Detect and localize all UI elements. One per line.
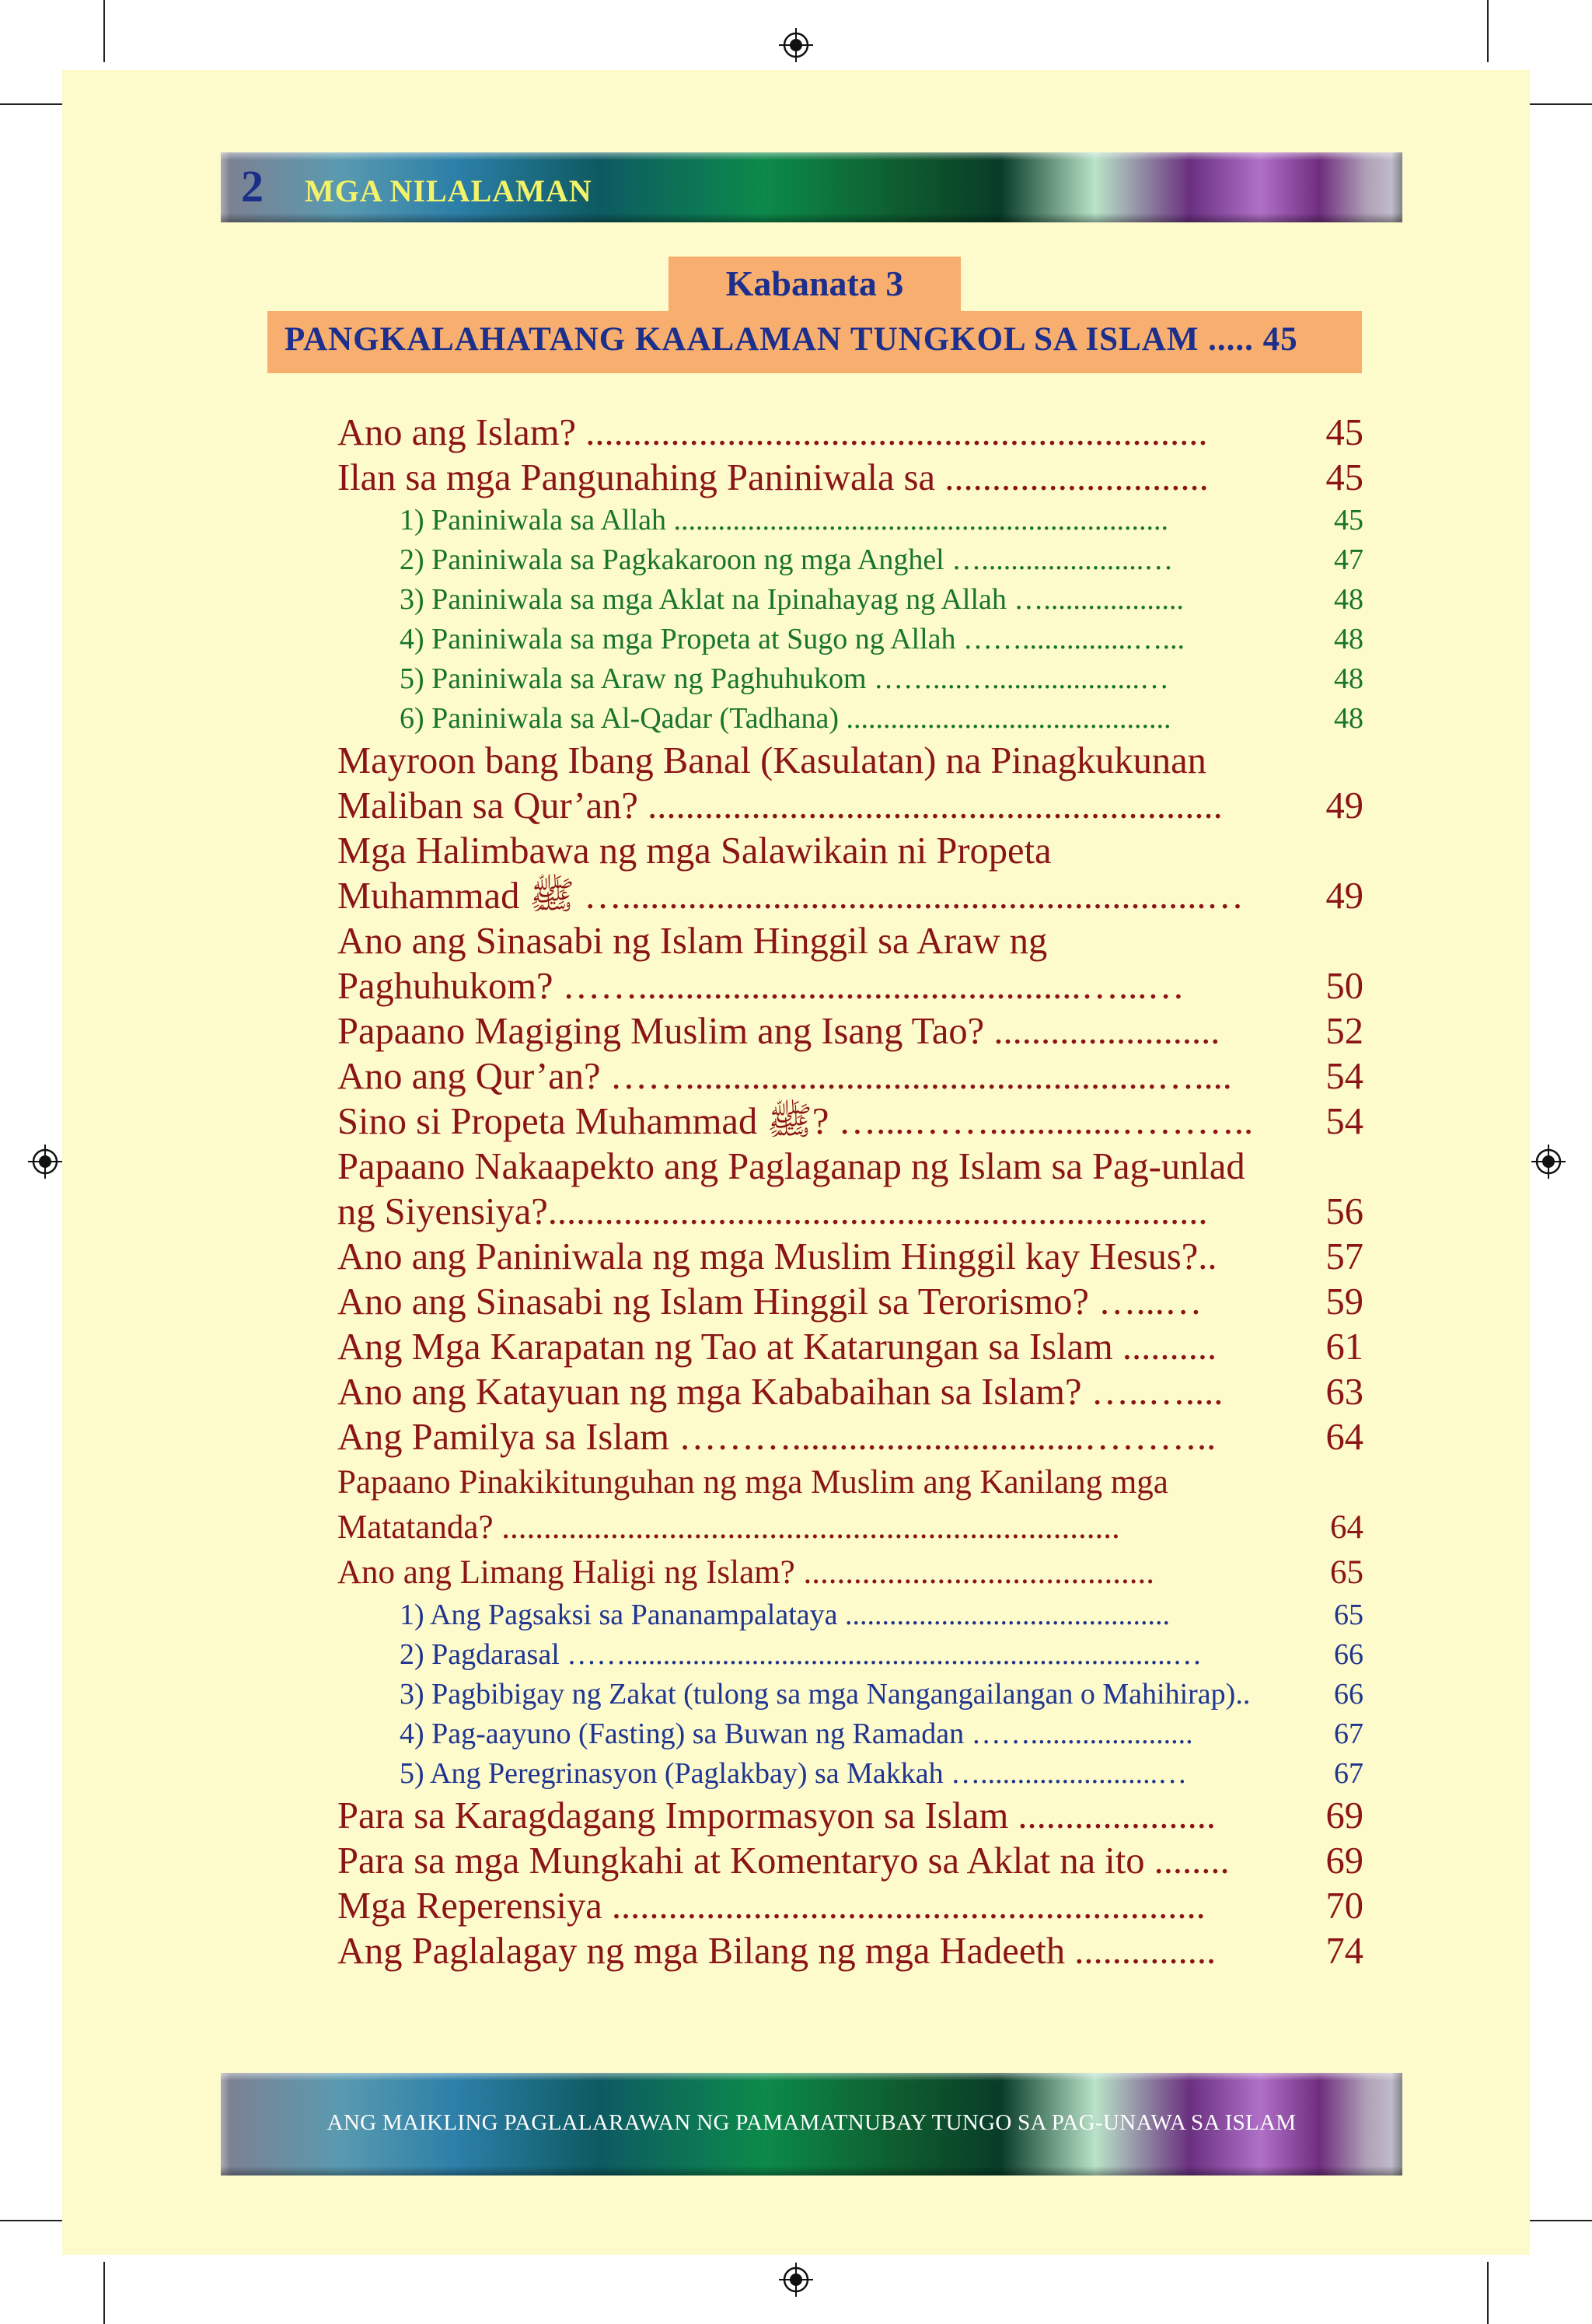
toc-entry bbox=[337, 1595, 1363, 1635]
toc-page-number: 65 bbox=[1330, 1554, 1363, 1591]
chapter-heading-bar bbox=[267, 311, 1362, 373]
toc-entry bbox=[337, 1415, 1363, 1460]
toc-entry bbox=[337, 1054, 1363, 1099]
chapter-label: Kabanata 3 bbox=[669, 257, 961, 311]
toc-page-number: 50 bbox=[1325, 966, 1363, 1007]
toc-page-number: 66 bbox=[1334, 1678, 1363, 1711]
toc-page-number: 54 bbox=[1325, 1101, 1363, 1142]
toc-entry bbox=[337, 411, 1363, 456]
toc-entry bbox=[337, 501, 1363, 540]
toc-entry-text: Mga Reperensiya ............................................................... bbox=[337, 1885, 1206, 1927]
toc-entry bbox=[337, 659, 1363, 699]
toc-entry-text: Ilan sa mga Pangunahing Paniniwala sa ............................ bbox=[337, 457, 1209, 498]
toc-entry-text: Ano ang Paniniwala ng mga Muslim Hinggil kay Hesus?.. bbox=[337, 1236, 1217, 1277]
toc-entry-text: Para sa mga Mungkahi at Komentaryo sa Aklat na ito ........ bbox=[337, 1840, 1230, 1882]
toc-page-number: 69 bbox=[1325, 1840, 1363, 1882]
toc-entry bbox=[337, 1460, 1363, 1505]
toc-entry bbox=[337, 1370, 1363, 1415]
toc-entry-text: Papaano Magiging Muslim ang Isang Tao? ........................ bbox=[337, 1011, 1220, 1052]
toc-entry bbox=[337, 540, 1363, 580]
registration-mark-icon bbox=[779, 28, 813, 62]
crop-mark bbox=[1487, 0, 1489, 62]
toc-entry bbox=[337, 1505, 1363, 1550]
toc-page-number: 45 bbox=[1325, 412, 1363, 453]
toc-entry bbox=[337, 1714, 1363, 1754]
crop-mark bbox=[0, 2220, 62, 2221]
registration-mark-icon bbox=[1531, 1145, 1566, 1179]
toc-entry-text: 3) Paniniwala sa mga Aklat na Ipinahayag ng Allah …................... bbox=[400, 583, 1184, 616]
toc-entry-text: Ang Mga Karapatan ng Tao at Katarungan sa Islam .......... bbox=[337, 1326, 1217, 1368]
footer-text: ANG MAIKLING PAGLALARAWAN NG PAMAMATNUBAY TUNGO SA PAG-UNAWA SA ISLAM bbox=[326, 2110, 1297, 2135]
crop-mark bbox=[1530, 103, 1592, 105]
toc-entry-text: Ano ang Sinasabi ng Islam Hinggil sa Terorismo? …...… bbox=[337, 1281, 1203, 1323]
toc-entry bbox=[337, 1754, 1363, 1794]
toc-entry bbox=[337, 620, 1363, 659]
toc-page-number: 69 bbox=[1325, 1795, 1363, 1836]
registration-mark-icon bbox=[28, 1145, 62, 1179]
toc-page-number: 64 bbox=[1330, 1509, 1363, 1546]
toc-entry-text: Muhammad ﷺ …..............................................................… bbox=[337, 875, 1244, 917]
toc-page-number: 74 bbox=[1325, 1931, 1363, 1972]
toc-entry bbox=[337, 1009, 1363, 1054]
toc-entry-text: 1) Paniniwala sa Allah ................................................................... bbox=[400, 504, 1168, 536]
toc-entry bbox=[337, 874, 1363, 919]
toc-entry-text: Papaano Pinakikitunguhan ng mga Muslim ang Kanilang mga bbox=[337, 1464, 1168, 1501]
toc-page-number: 48 bbox=[1334, 662, 1363, 695]
toc-page-number: 54 bbox=[1325, 1056, 1363, 1097]
crop-mark bbox=[0, 103, 62, 105]
toc-entry-text: Mayroon bang Ibang Banal (Kasulatan) na Pinagkukunan bbox=[337, 740, 1206, 781]
toc-entry-text: 4) Pag-aayuno (Fasting) sa Buwan ng Ramadan ……...................... bbox=[400, 1718, 1193, 1750]
toc-page-number: 66 bbox=[1334, 1638, 1363, 1671]
toc-entry-text: 2) Paniniwala sa Pagkakaroon ng mga Anghel …......................… bbox=[400, 543, 1174, 576]
toc-entry bbox=[337, 1839, 1363, 1884]
toc-entry bbox=[337, 1190, 1363, 1235]
toc-entry bbox=[337, 1929, 1363, 1974]
toc-entry-text: 5) Ang Peregrinasyon (Paglakbay) sa Makkah …........................… bbox=[400, 1757, 1188, 1790]
crop-mark bbox=[103, 2262, 105, 2324]
toc-entry bbox=[337, 1675, 1363, 1714]
band-shadow bbox=[1391, 152, 1402, 222]
toc-entry bbox=[337, 1099, 1363, 1145]
toc-page-number: 65 bbox=[1334, 1599, 1363, 1631]
toc-entry bbox=[337, 919, 1363, 964]
table-of-contents bbox=[337, 411, 1363, 1974]
toc-entry bbox=[337, 580, 1363, 620]
chapter-title: PANGKALAHATANG KAALAMAN TUNGKOL SA ISLAM ..... 45 bbox=[285, 321, 1298, 358]
toc-entry bbox=[337, 1884, 1363, 1929]
toc-entry-text: ng Siyensiya?...................................................................... bbox=[337, 1191, 1208, 1232]
crop-mark bbox=[1530, 2220, 1592, 2221]
toc-entry-text: Ano ang Islam? .................................................................. bbox=[337, 412, 1208, 453]
toc-entry-text: 4) Paniniwala sa mga Propeta at Sugo ng Allah ……...............…... bbox=[400, 623, 1185, 655]
band-highlight bbox=[221, 152, 230, 222]
toc-page-number: 57 bbox=[1325, 1236, 1363, 1277]
toc-page-number: 49 bbox=[1325, 875, 1363, 917]
band-shadow bbox=[221, 213, 1402, 222]
toc-entry-text: Mga Halimbawa ng mga Salawikain ni Propeta bbox=[337, 830, 1052, 872]
toc-entry bbox=[337, 829, 1363, 874]
toc-entry bbox=[337, 1794, 1363, 1839]
toc-entry-text: 3) Pagbibigay ng Zakat (tulong sa mga Nangangailangan o Mahihirap).. bbox=[400, 1678, 1251, 1711]
band-shadow bbox=[221, 2166, 1402, 2175]
toc-entry bbox=[337, 739, 1363, 784]
page-number: 2 bbox=[241, 161, 264, 211]
toc-entry-text: Para sa Karagdagang Impormasyon sa Islam ..................... bbox=[337, 1795, 1217, 1836]
crop-mark bbox=[1487, 2262, 1489, 2324]
toc-page-number: 52 bbox=[1325, 1011, 1363, 1052]
toc-entry-text: 2) Pagdarasal ……..........................................................................… bbox=[400, 1638, 1203, 1671]
toc-entry bbox=[337, 456, 1363, 501]
toc-entry-text: Matatanda? .......................................................................... bbox=[337, 1509, 1120, 1546]
toc-entry bbox=[337, 1325, 1363, 1370]
toc-entry-text: Ano ang Sinasabi ng Islam Hinggil sa Araw ng bbox=[337, 921, 1048, 962]
toc-entry bbox=[337, 784, 1363, 829]
toc-page-number: 63 bbox=[1325, 1372, 1363, 1413]
toc-entry-text: 5) Paniniwala sa Araw ng Paghuhukom ……....…....................… bbox=[400, 662, 1170, 695]
toc-entry bbox=[337, 964, 1363, 1009]
toc-entry bbox=[337, 1235, 1363, 1280]
toc-entry bbox=[337, 1145, 1363, 1190]
toc-entry bbox=[337, 1550, 1363, 1595]
toc-page-number: 67 bbox=[1334, 1757, 1363, 1790]
toc-entry-text: Sino si Propeta Muhammad ﷺ? …....……..............……….. bbox=[337, 1101, 1254, 1142]
toc-entry-text: Ang Paglalagay ng mga Bilang ng mga Hadeeth ............... bbox=[337, 1931, 1217, 1972]
toc-entry-text: Papaano Nakaapekto ang Paglaganap ng Islam sa Pag-unlad bbox=[337, 1146, 1245, 1187]
toc-page-number: 49 bbox=[1325, 785, 1363, 827]
toc-entry-text: Ano ang Katayuan ng mga Kababaihan sa Islam? …..….... bbox=[337, 1372, 1224, 1413]
toc-entry bbox=[337, 699, 1363, 739]
toc-page-number: 45 bbox=[1325, 457, 1363, 498]
toc-entry bbox=[337, 1280, 1363, 1325]
toc-page-number: 48 bbox=[1334, 623, 1363, 655]
toc-entry-text: Maliban sa Qur’an? ............................................................. bbox=[337, 785, 1223, 827]
toc-page-number: 56 bbox=[1325, 1191, 1363, 1232]
section-title: MGA NILALAMAN bbox=[305, 173, 592, 208]
toc-page-number: 59 bbox=[1325, 1281, 1363, 1323]
toc-entry-text: Ano ang Qur’an? ……..................................................….... bbox=[337, 1056, 1232, 1097]
toc-entry-text: Ang Pamilya sa Islam ………...............................……….. bbox=[337, 1417, 1217, 1458]
toc-entry bbox=[337, 1635, 1363, 1675]
crop-mark bbox=[103, 0, 105, 62]
toc-page-number: 70 bbox=[1325, 1885, 1363, 1927]
toc-entry-text: Paghuhukom? ……...............................................…...… bbox=[337, 966, 1185, 1007]
toc-entry-text: 6) Paniniwala sa Al-Qadar (Tadhana) ............................................ bbox=[400, 702, 1171, 735]
toc-page-number: 64 bbox=[1325, 1417, 1363, 1458]
toc-page-number: 67 bbox=[1334, 1718, 1363, 1750]
toc-entry-text: 1) Ang Pagsaksi sa Pananampalataya ............................................ bbox=[400, 1599, 1171, 1631]
band-highlight bbox=[221, 152, 1402, 160]
toc-page-number: 45 bbox=[1334, 504, 1363, 536]
header-band bbox=[221, 152, 1402, 222]
band-highlight bbox=[221, 2073, 1402, 2081]
registration-mark-icon bbox=[779, 2263, 813, 2297]
toc-page-number: 61 bbox=[1325, 1326, 1363, 1368]
toc-entry-text: Ano ang Limang Haligi ng Islam? .......................................... bbox=[337, 1554, 1154, 1591]
toc-page-number: 48 bbox=[1334, 702, 1363, 735]
toc-page-number: 47 bbox=[1334, 543, 1363, 576]
footer-band bbox=[221, 2073, 1402, 2175]
toc-page-number: 48 bbox=[1334, 583, 1363, 616]
